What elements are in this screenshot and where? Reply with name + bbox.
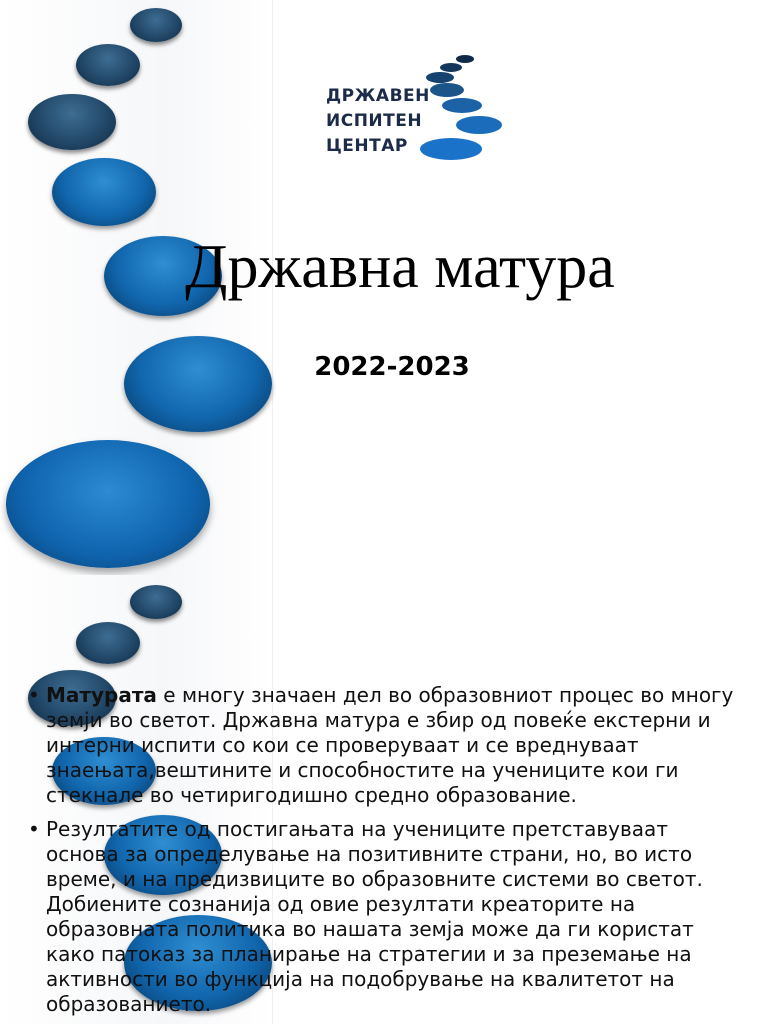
bubble-decoration	[130, 8, 182, 42]
subtitle-years: 2022-2023	[314, 352, 470, 382]
bubble-decoration	[28, 94, 116, 150]
content-slide	[0, 575, 768, 1024]
logo-dot	[456, 55, 474, 63]
logo	[326, 52, 506, 167]
bullet-text: Резултатите од постигањата на учениците претставуваат основа за определување на позитивните страни, но, во исто време, и на предизвиците во образовните системи во светот. Добиените сознанија од овие резултати креаторите на образовната политика во нашата земја може да ги користат како патоказ за планирање на стратегии и за преземање на активности во функција на подобрување на квалитетот на образованието.	[46, 817, 703, 1016]
bullet-list	[22, 683, 742, 1024]
logo-dot	[442, 98, 482, 113]
bubble-decoration	[76, 44, 140, 86]
logo-text: ЦЕНТАР	[326, 136, 408, 156]
logo-dot	[440, 63, 462, 72]
logo-dot	[420, 138, 482, 160]
bubble-decoration	[6, 440, 210, 568]
logo-text: ИСПИТЕН	[326, 111, 423, 131]
bullet-item	[22, 817, 742, 1017]
logo-dot	[426, 72, 454, 83]
logo-dot	[456, 116, 502, 134]
page-title: Државна матура	[185, 233, 615, 301]
bubble-decoration	[124, 336, 272, 432]
bullet-text: е многу значаен дел во образовниот процес во многу земји во светот. Државна матура е збир од повеќе екстерни и интерни испити со кои се проверуваат и се вреднуваат знаењата,вештините и способностите на учениците кои ги стекнале во четиригодишно средно образование.	[46, 683, 734, 807]
bullet-lead-word: Матурата	[46, 683, 157, 707]
bubble-decoration	[76, 622, 140, 664]
logo-text: ДРЖАВЕН	[326, 86, 430, 106]
bubble-decoration	[52, 158, 156, 226]
bubble-decoration	[130, 585, 182, 619]
bullet-marker: •	[28, 683, 40, 707]
logo-dot	[430, 83, 464, 97]
bullet-marker: •	[28, 817, 40, 841]
bullet-item	[22, 683, 742, 808]
